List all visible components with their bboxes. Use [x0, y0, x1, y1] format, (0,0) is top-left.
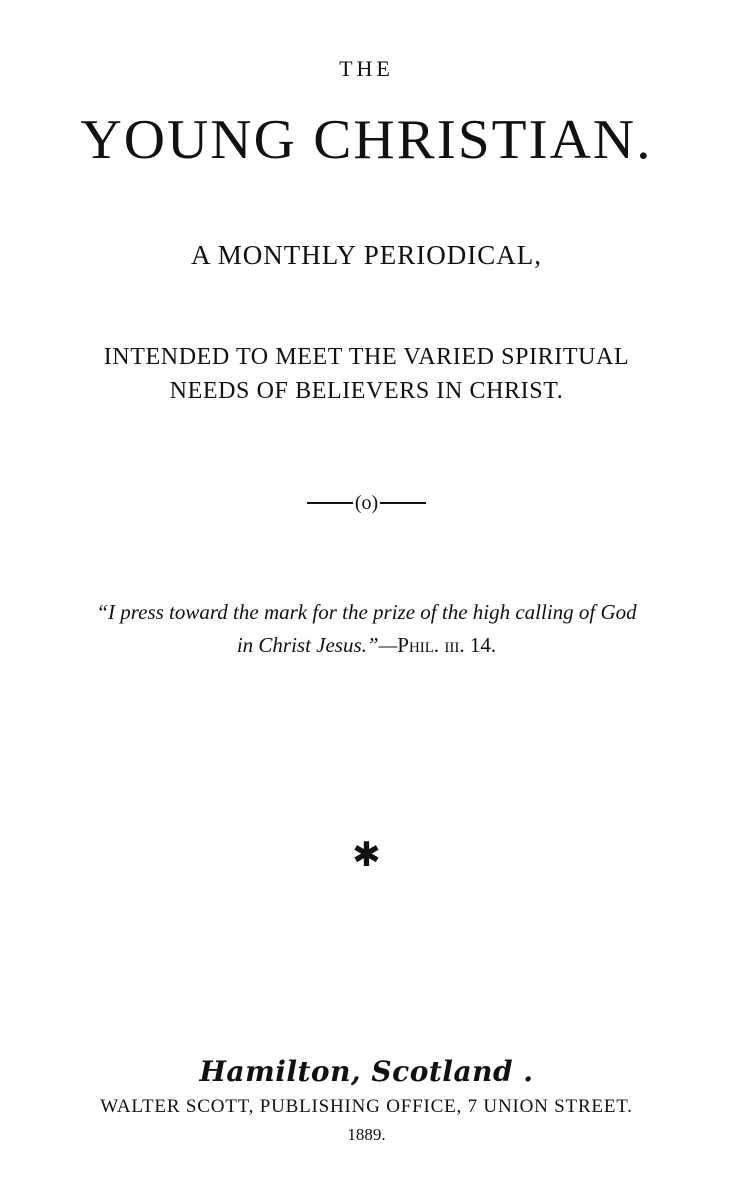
section-divider [0, 493, 733, 513]
epigraph-line-2-text: in Christ Jesus.”— [236, 633, 398, 657]
epigraph-line-2 [0, 635, 733, 656]
epigraph-reference: Phil. iii. 14. [397, 633, 497, 657]
divider-rule-left [307, 502, 353, 504]
periodical-title: YOUNG CHRISTIAN. [80, 109, 653, 171]
imprint-publisher: WALTER SCOTT, PUBLISHING OFFICE, 7 UNION STREET. [100, 1096, 633, 1117]
divider-rule-right [380, 502, 426, 504]
imprint-place: Hamilton, Scotland . [199, 1055, 534, 1088]
title-article: THE [339, 56, 394, 81]
divider-mark: (o) [354, 492, 379, 514]
description-line-2: NEEDS OF BELIEVERS IN CHRIST. [169, 378, 564, 404]
asterisk-ornament-icon: ✱ [352, 835, 381, 875]
imprint-year: 1889. [347, 1125, 386, 1144]
description-line-1: INTENDED TO MEET THE VARIED SPIRITUAL [103, 344, 630, 370]
epigraph-line-1: “I press toward the mark for the prize of the high calling of God [96, 600, 637, 624]
periodical-subtitle: A MONTHLY PERIODICAL, [190, 240, 543, 270]
